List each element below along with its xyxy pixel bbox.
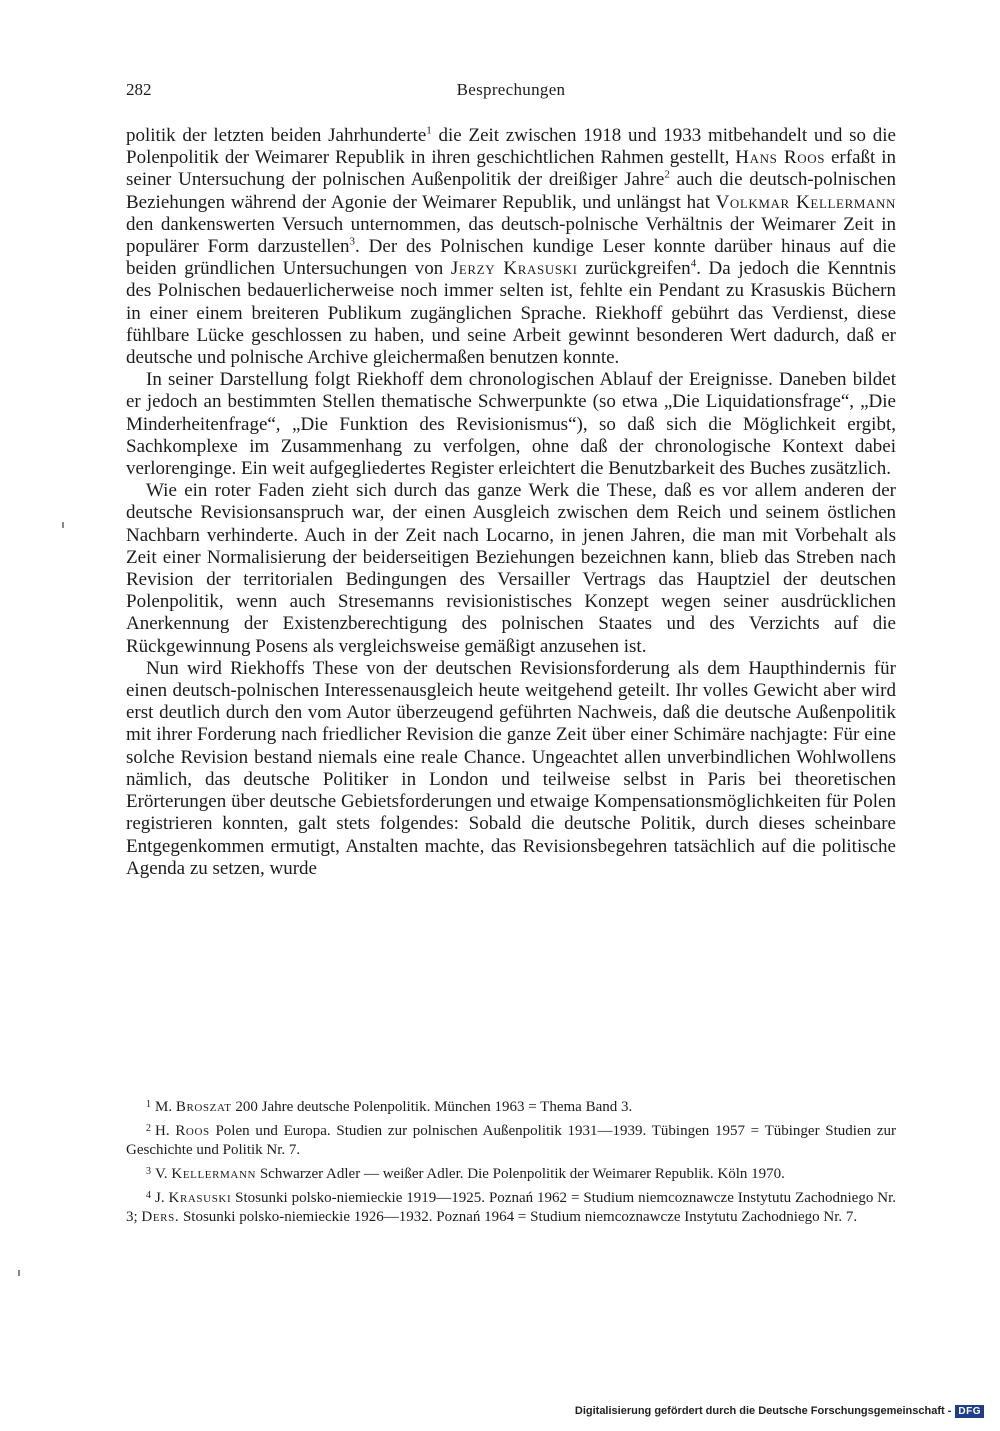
footnote bbox=[126, 1119, 896, 1160]
footnote bbox=[126, 1186, 896, 1227]
text-run: die Zeit zwischen 1918 und 1933 mitbehandelt und so die Polenpolitik der Weimarer Republik in ihren geschichtlichen Rahmen gestellt, bbox=[126, 125, 896, 169]
footnote-mark: 1 bbox=[146, 1099, 151, 1110]
footnote-reference: 4 bbox=[690, 257, 697, 270]
page-header bbox=[126, 80, 896, 106]
text-run: J. bbox=[155, 1190, 169, 1206]
text-run: In seiner Darstellung folgt Riekhoff dem chronologischen Ablauf der Ereignisse. Daneben bildet er jedoch an bestimmten Stellen thematische Schwerpunkte (so etwa „Die Liquidationsfrage“, „Die Minderheitenfrage“, „Die Funktion des Revisionismus“), so daß sich die Möglichkeit ergibt, Sachkomplexe im Zusammenhang zu verfolgen, ohne daß der chronologische Kontext dabei verlorenginge. Ein weit aufgegliedertes Register erleichtert die Benutzbarkeit des Buches zusätzlich. bbox=[126, 369, 896, 480]
text-run: V. bbox=[155, 1166, 172, 1182]
footnote-mark: 3 bbox=[146, 1166, 151, 1177]
text-run: politik der letzten beiden Jahrhunderte bbox=[126, 125, 427, 146]
text-run: . Der des Polnischen kundige Leser konnte darüber hinaus auf die beiden gründlichen Untersuchungen von bbox=[126, 236, 896, 280]
scan-mark bbox=[62, 522, 64, 528]
footnotes bbox=[126, 1095, 896, 1229]
footnote-reference: 1 bbox=[426, 124, 432, 137]
text-run: . Da jedoch die Kenntnis des Polnischen bedauerlicherweise noch immer selten ist, fehlte ein Pendant zu Krasuskis Büchern in einer einem breiteren Publikum zugänglichen Sprache. Riekhoff gebührt das Verdienst, diese fühlbare Lücke geschlossen zu haben, und seine Arbeit gewinnt besonderen Wert dadurch, daß er deutsche und polnische Archive gleichermaßen benutzen konnte. bbox=[126, 258, 896, 369]
text-run: Stosunki polsko-niemieckie 1919—1925. Poznań 1962 = Studium niemcoznawcze Instytutu Zachodniego Nr. 3; bbox=[126, 1190, 897, 1225]
author-name: Roos bbox=[175, 1123, 210, 1139]
dfg-logo-icon: DFG bbox=[955, 1405, 984, 1418]
running-title: Besprechungen bbox=[456, 80, 566, 99]
page-number: 282 bbox=[126, 80, 152, 99]
text-run: H. bbox=[155, 1123, 176, 1139]
author-name: Hans Roos bbox=[735, 147, 826, 169]
body-paragraph bbox=[126, 658, 896, 880]
body-paragraph bbox=[126, 125, 896, 369]
text-run: auch die deutsch-polnischen Beziehungen während der Agonie der Weimarer Republik, und unlängst hat bbox=[126, 169, 896, 213]
author-name: Jerzy Krasuski bbox=[450, 258, 578, 280]
footnote-mark: 4 bbox=[146, 1190, 151, 1201]
footnote bbox=[126, 1162, 896, 1184]
scan-mark bbox=[18, 1270, 20, 1276]
text-run: erfaßt in seiner Untersuchung der polnischen Außenpolitik der dreißiger Jahre bbox=[126, 147, 897, 191]
article-body bbox=[126, 125, 896, 880]
body-paragraph bbox=[126, 369, 896, 480]
text-run: Nun wird Riekhoffs These von der deutschen Revisionsforderung als dem Haupthindernis für einen deutsch-polnischen Interessenausgleich heute weitgehend geteilt. Ihr volles Gewicht aber wird erst deutlich durch den vom Autor überzeugend geführten Nachweis, daß die deutsche Außenpolitik mit ihrer Forderung nach friedlicher Revision die ganze Zeit über einer Schimäre nachjagte: Für eine solche Revision bestand niemals eine reale Chance. Ungeachtet allen unverbindlichen Wohlwollens nämlich, das deutsche Politiker in London und teilweise selbst in Paris bei theoretischen Erörterungen über deutsche Gebietsforderungen und etwaige Kompensationsmöglichkeiten für Polen registrieren konnten, galt stets folgendes: Sobald die deutsche Politik, durch dieses scheinbare Entgegenkommen ermutigt, Anstalten machte, das Revisionsbegehren tatsächlich auf die politische Agenda zu setzen, wurde bbox=[126, 657, 896, 879]
text-run: 200 Jahre deutsche Polenpolitik. München 1963 = Thema Band 3. bbox=[231, 1099, 633, 1115]
author-name: Ders. bbox=[141, 1209, 180, 1225]
text-run: Schwarzer Adler — weißer Adler. Die Polenpolitik der Weimarer Republik. Köln 1970. bbox=[256, 1166, 785, 1182]
text-run: zurückgreifen bbox=[577, 258, 691, 280]
author-name: Krasuski bbox=[168, 1190, 232, 1206]
digitization-credit bbox=[575, 1403, 984, 1419]
footnote-mark: 2 bbox=[146, 1123, 151, 1134]
footnote bbox=[126, 1095, 896, 1117]
author-name: Broszat bbox=[175, 1099, 232, 1115]
author-name: Kellermann bbox=[171, 1166, 257, 1182]
text-run: M. bbox=[155, 1099, 176, 1115]
footnote-reference: 2 bbox=[664, 169, 670, 182]
credit-text: Digitalisierung gefördert durch die Deutsche Forschungsgemeinschaft - bbox=[574, 1405, 952, 1417]
body-paragraph bbox=[126, 480, 896, 658]
text-run: Polen und Europa. Studien zur polnischen Außenpolitik 1931—1939. Tübingen 1957 = Tübinger Studien zur Geschichte und Politik Nr. 7. bbox=[126, 1123, 896, 1158]
text-run: den dankenswerten Versuch unternommen, das deutsch-polnische Verhältnis der Weimarer Zeit in populärer Form darzustellen bbox=[126, 213, 896, 258]
footnote-reference: 3 bbox=[349, 235, 356, 248]
text-run: Stosunki polsko-niemieckie 1926—1932. Poznań 1964 = Studium niemcoznawcze Instytutu Zachodniego Nr. 7. bbox=[179, 1209, 858, 1225]
author-name: Volkmar Kellermann bbox=[715, 191, 896, 213]
text-run: Wie ein roter Faden zieht sich durch das ganze Werk die These, daß es vor allem anderen der deutsche Revisionsanspruch war, der einen Ausgleich zwischen dem Reich und seinem östlichen Nachbarn verhinderte. Auch in der Zeit nach Locarno, in jenen Jahren, die man mit Vorbehalt als Zeit einer Normalisierung der beiderseitigen Beziehungen bezeichnen kann, blieb das Streben nach Revision der territorialen Bedingungen des Versailler Vertrags das Hauptziel der deutschen Polenpolitik, wenn auch Stresemanns revisionistisches Konzept wegen seiner ausdrücklichen Anerkennung der Existenzberechtigung des polnischen Staates und des Verzichts auf die Rückgewinnung Posens als vergleichsweise gemäßigt anzusehen ist. bbox=[126, 480, 896, 657]
